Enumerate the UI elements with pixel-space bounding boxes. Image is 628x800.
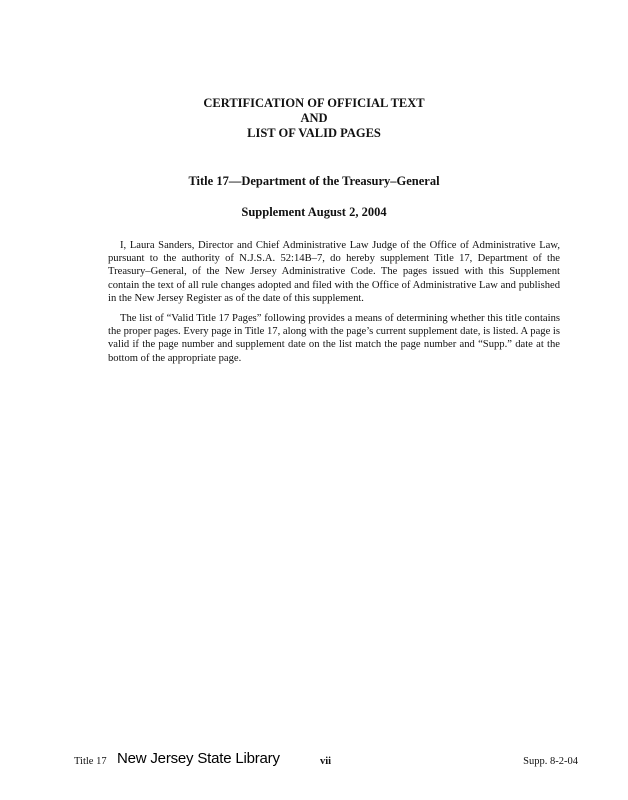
certification-paragraph: I, Laura Sanders, Director and Chief Administrative Law Judge of the Office of Administrative Law, pursuant to the authority of N.J.S.A. 52:14B–7, do hereby supplement Title 17, Department of the Treasury–General, of the New Jersey Administrative Code. The pages issued with this Supplement contain the text of all rule changes adopted and filed with the Office of Administrative Law and published in the New Jersey Register as of the date of this supplement.	[108, 240, 560, 304]
footer-supplement-date: Supp. 8-2-04	[523, 756, 578, 767]
footer-page-number: vii	[320, 756, 332, 767]
heading-line-3: LIST OF VALID PAGES	[247, 126, 381, 140]
heading-line-1: CERTIFICATION OF OFFICIAL TEXT	[203, 96, 425, 110]
page-footer	[0, 750, 628, 774]
library-stamp: New Jersey State Library	[117, 750, 280, 767]
certification-heading	[0, 96, 628, 141]
title-line: Title 17—Department of the Treasury–General	[188, 174, 440, 188]
supplement-date-line: Supplement August 2, 2004	[241, 205, 387, 219]
footer-title: Title 17	[74, 756, 107, 767]
body-text	[108, 239, 560, 372]
heading-line-2: AND	[300, 111, 328, 125]
valid-pages-paragraph: The list of “Valid Title 17 Pages” following provides a means of determining whether this title contains the proper pages. Every page in Title 17, along with the page’s current supplement date, is listed. A page is valid if the page number and supplement date on the list match the page number and “Supp.” date at the bottom of the appropriate page.	[108, 313, 560, 364]
